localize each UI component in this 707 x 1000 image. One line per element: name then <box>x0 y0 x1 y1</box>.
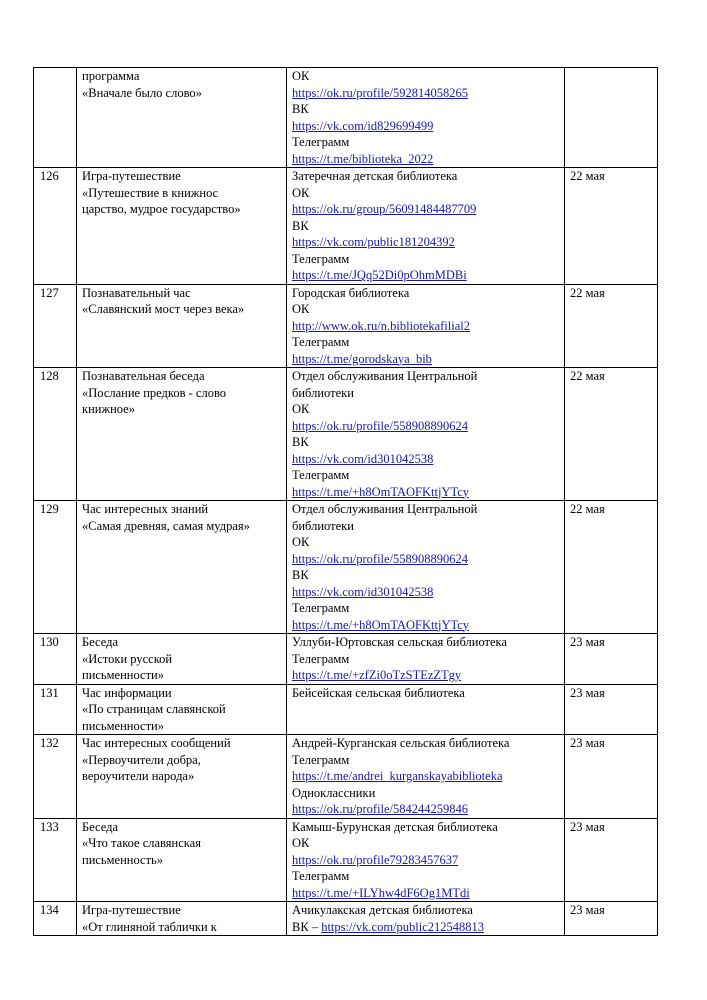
venue-text: библиотеки <box>292 518 354 533</box>
venue-link[interactable]: https://t.me/+ILYhw4dF6Og1MTdi <box>292 885 470 900</box>
event-text: «Послание предков - слово <box>82 385 227 400</box>
venue-cell <box>287 634 565 685</box>
date-cell <box>565 68 658 168</box>
event-text: «Самая древняя, самая мудрая» <box>82 518 250 533</box>
event-text: Познавательный час <box>82 285 191 300</box>
event-cell <box>77 735 287 819</box>
venue-link-line <box>292 584 559 601</box>
venue-link[interactable]: https://ok.ru/profile/558908890624 <box>292 418 469 433</box>
venue-line <box>292 401 559 418</box>
venue-line <box>292 752 559 769</box>
venue-line <box>292 835 559 852</box>
venue-text: Телеграмм <box>292 468 350 482</box>
venue-link[interactable]: https://vk.com/id829699499 <box>292 118 434 133</box>
venue-text: ОК <box>292 402 310 416</box>
venue-link[interactable]: https://t.me/+h8OmTAOFKttjYTcy <box>292 617 470 632</box>
venue-link[interactable]: https://t.me/gorodskaya_bib <box>292 351 432 366</box>
table-row <box>34 902 658 936</box>
event-text: «От глиняной таблички к <box>82 919 217 934</box>
venue-text: ОК <box>292 535 310 549</box>
venue-text: Телеграмм <box>292 869 350 883</box>
events-table-body <box>34 68 658 936</box>
event-text: «Вначале было слово» <box>82 85 202 100</box>
venue-link-line <box>292 351 559 368</box>
venue-line <box>292 434 559 451</box>
venue-line <box>292 218 559 235</box>
event-cell <box>77 818 287 902</box>
table-row <box>34 684 658 735</box>
venue-link-line <box>292 451 559 468</box>
table-row <box>34 501 658 634</box>
table-row <box>34 368 658 501</box>
venue-line <box>292 534 559 551</box>
venue-line <box>292 301 559 318</box>
venue-line <box>292 101 559 118</box>
date-cell: 23 мая <box>565 818 658 902</box>
venue-link[interactable]: https://vk.com/id301042538 <box>292 584 434 599</box>
venue-line <box>292 185 559 202</box>
venue-link[interactable]: https://t.me/andrei_kurganskayabiblioteka <box>292 769 503 783</box>
venue-link-line <box>292 768 559 785</box>
row-number: 127 <box>34 284 77 368</box>
row-number <box>34 68 77 168</box>
venue-line <box>292 600 559 617</box>
event-text: «Истоки русской <box>82 651 173 666</box>
date-cell: 22 мая <box>565 501 658 634</box>
venue-text: ОК <box>292 302 310 316</box>
event-cell <box>77 168 287 285</box>
venue-link-line <box>292 667 559 684</box>
venue-link-line <box>292 885 559 902</box>
venue-text: Уллуби-Юртовская сельская библиотека <box>292 635 507 649</box>
date-cell: 22 мая <box>565 284 658 368</box>
table-row <box>34 68 658 168</box>
event-cell <box>77 634 287 685</box>
row-number: 130 <box>34 634 77 685</box>
venue-text: Телеграмм <box>292 601 350 615</box>
date-cell: 23 мая <box>565 684 658 735</box>
venue-text: ОК <box>292 185 310 200</box>
venue-link[interactable]: https://ok.ru/group/56091484487709 <box>292 202 477 216</box>
venue-link[interactable]: https://t.me/+zfZi0oTzSTEzZTgy <box>292 668 462 682</box>
venue-link[interactable]: https://t.me/JQq52Di0pOhmMDBi <box>292 268 467 282</box>
venue-cell <box>287 68 565 168</box>
event-text: программа <box>82 69 140 83</box>
event-text: «По страницам славянской <box>82 702 226 716</box>
date-cell: 22 мая <box>565 368 658 501</box>
row-number: 133 <box>34 818 77 902</box>
venue-link-line <box>292 801 559 818</box>
date-cell: 22 мая <box>565 168 658 285</box>
venue-text: Телеграмм <box>292 135 350 149</box>
venue-prefix: ВК – <box>292 919 322 934</box>
event-text: Познавательная беседа <box>82 369 205 383</box>
venue-line <box>292 134 559 151</box>
venue-text: ВК <box>292 102 309 116</box>
event-text: Игра-путешествие <box>82 169 181 183</box>
venue-text: Телеграмм <box>292 251 350 266</box>
venue-text: Одноклассники <box>292 785 376 800</box>
event-text: «Славянский мост через века» <box>82 302 245 316</box>
table-row <box>34 735 658 819</box>
event-text: вероучители народа» <box>82 769 195 783</box>
venue-text: Затеречная детская библиотека <box>292 169 458 183</box>
date-cell: 23 мая <box>565 735 658 819</box>
venue-line <box>292 501 559 518</box>
table-row <box>34 168 658 285</box>
venue-link[interactable]: https://ok.ru/profile/558908890624 <box>292 551 469 566</box>
venue-text: ВК <box>292 568 309 582</box>
venue-text: Городская библиотека <box>292 285 410 300</box>
document-page <box>33 67 657 936</box>
venue-text: Отдел обслуживания Центральной <box>292 369 478 383</box>
venue-link-line <box>292 267 559 284</box>
venue-link-line <box>292 617 559 634</box>
table-row <box>34 284 658 368</box>
venue-line <box>292 735 559 752</box>
venue-text: Телеграмм <box>292 651 350 666</box>
date-cell: 23 мая <box>565 902 658 936</box>
row-number: 134 <box>34 902 77 936</box>
event-text: Беседа <box>82 635 119 649</box>
venue-link-line <box>292 484 559 501</box>
venue-line <box>292 251 559 268</box>
venue-text: ОК <box>292 69 310 83</box>
event-cell <box>77 368 287 501</box>
event-text: Час интересных сообщений <box>82 736 231 750</box>
venue-line <box>292 685 559 702</box>
venue-line <box>292 902 559 919</box>
event-cell <box>77 284 287 368</box>
venue-link-line <box>292 919 559 936</box>
venue-line <box>292 634 559 651</box>
row-number: 131 <box>34 684 77 735</box>
venue-link-line <box>292 418 559 435</box>
venue-text: библиотеки <box>292 385 354 400</box>
event-text: письменности» <box>82 668 164 682</box>
event-cell <box>77 684 287 735</box>
date-cell: 23 мая <box>565 634 658 685</box>
venue-line <box>292 285 559 302</box>
event-text: письменности» <box>82 718 164 733</box>
event-text: письменность» <box>82 852 163 867</box>
venue-cell <box>287 902 565 936</box>
event-text: «Путешествие в книжнос <box>82 185 219 200</box>
venue-cell <box>287 501 565 634</box>
venue-link-line <box>292 318 559 335</box>
venue-text: ВК <box>292 218 309 233</box>
event-text: царство, мудрое государство» <box>82 202 241 216</box>
venue-line <box>292 518 559 535</box>
venue-link[interactable]: https://vk.com/public181204392 <box>292 235 455 249</box>
venue-link-line <box>292 118 559 135</box>
row-number: 132 <box>34 735 77 819</box>
event-text: «Первоучители добра, <box>82 752 201 767</box>
venue-line <box>292 785 559 802</box>
venue-text: ВК <box>292 435 309 449</box>
event-text: «Что такое славянская <box>82 836 201 850</box>
venue-link-line <box>292 551 559 568</box>
venue-cell <box>287 168 565 285</box>
venue-line <box>292 651 559 668</box>
venue-link[interactable]: https://ok.ru/profile79283457637 <box>292 852 459 867</box>
venue-text: Андрей-Курганская сельская библиотека <box>292 736 510 750</box>
venue-cell <box>287 818 565 902</box>
event-text: книжное» <box>82 402 135 416</box>
event-cell <box>77 68 287 168</box>
venue-text: Бейсейская сельская библиотека <box>292 685 465 700</box>
venue-link[interactable]: https://vk.com/public212548813 <box>321 919 485 934</box>
event-cell <box>77 902 287 936</box>
row-number: 129 <box>34 501 77 634</box>
venue-link[interactable]: https://ok.ru/profile/592814058265 <box>292 85 469 100</box>
venue-link[interactable]: https://t.me/biblioteka_2022 <box>292 151 434 166</box>
table-row <box>34 634 658 685</box>
venue-link-line <box>292 151 559 168</box>
venue-line <box>292 68 559 85</box>
venue-line <box>292 567 559 584</box>
event-text: Игра-путешествие <box>82 903 181 917</box>
event-text: Беседа <box>82 819 119 834</box>
venue-link[interactable]: http://www.ok.ru/n.bibliotekafilial2 <box>292 318 470 333</box>
event-text: Час интересных знаний <box>82 502 209 516</box>
venue-line <box>292 334 559 351</box>
venue-cell <box>287 735 565 819</box>
venue-link-line <box>292 201 559 218</box>
venue-line <box>292 368 559 385</box>
venue-line <box>292 168 559 185</box>
venue-text: Ачикулакская детская библиотека <box>292 903 473 917</box>
venue-line <box>292 467 559 484</box>
venue-text: Камыш-Бурунская детская библиотека <box>292 819 498 834</box>
event-cell <box>77 501 287 634</box>
venue-link-line <box>292 85 559 102</box>
venue-line <box>292 385 559 402</box>
venue-cell <box>287 684 565 735</box>
venue-link[interactable]: https://vk.com/id301042538 <box>292 451 434 466</box>
venue-link-line <box>292 234 559 251</box>
venue-line <box>292 819 559 836</box>
venue-link[interactable]: https://t.me/+h8OmTAOFKttjYTcy <box>292 484 470 499</box>
venue-text: Телеграмм <box>292 335 350 349</box>
events-table <box>33 67 658 936</box>
venue-link-line <box>292 852 559 869</box>
venue-cell <box>287 284 565 368</box>
venue-link[interactable]: https://ok.ru/profile/584244259846 <box>292 802 469 816</box>
venue-line <box>292 868 559 885</box>
row-number: 128 <box>34 368 77 501</box>
event-text: Час информации <box>82 685 172 700</box>
table-row <box>34 818 658 902</box>
row-number: 126 <box>34 168 77 285</box>
venue-cell <box>287 368 565 501</box>
venue-text: Отдел обслуживания Центральной <box>292 502 478 516</box>
venue-text: Телеграмм <box>292 752 350 767</box>
venue-text: ОК <box>292 836 310 850</box>
